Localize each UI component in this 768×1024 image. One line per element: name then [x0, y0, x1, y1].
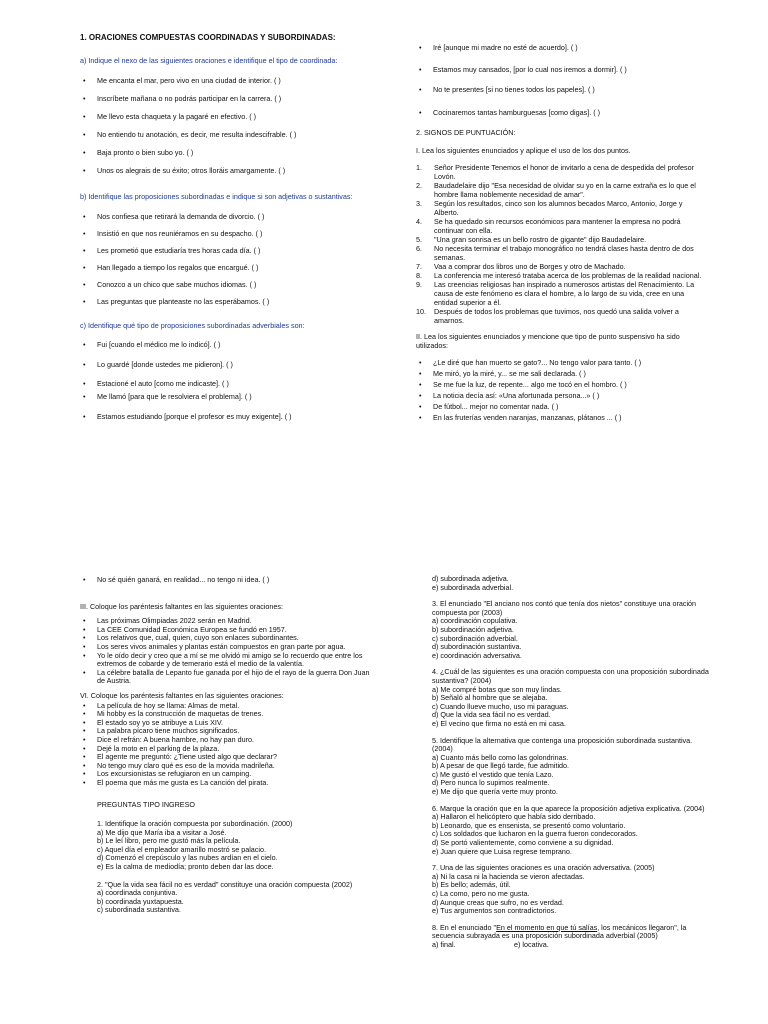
- exercise-b-item: • Han llegado a tiempo los regalos que encargué. ( ): [80, 263, 370, 280]
- exercise-c-item: • Lo guardé [donde ustedes me pidieron]. ( ): [80, 360, 370, 379]
- answer-option: d) subordinación sustantiva.: [432, 642, 522, 652]
- item-number: 1.: [416, 163, 422, 172]
- item-number: 7.: [416, 262, 422, 271]
- answer-option: b) A pesar de que llegó tarde, fue admitido.: [432, 761, 570, 771]
- section-1-title: 1. ORACIONES COMPUESTAS COORDINADAS Y SUBORDINADAS:: [80, 33, 336, 42]
- answer-option: a) Me compré botas que son muy lindas.: [432, 684, 562, 694]
- question-7-stem: 7. Una de las siguientes oraciones es una oración adversativa. (2005): [432, 863, 655, 873]
- question-4: [432, 668, 712, 728]
- answer-option: e) El vecino que firma no está en mi casa.: [432, 718, 566, 728]
- exercise-c-item: • No te presentes [si no tienes todos los papeles]. ( ): [416, 85, 706, 108]
- colon-exercise-item: Según los resultados, cinco son los alumnos becados Marco, Antonio, Jorge y Alberto.: [434, 199, 683, 217]
- question-5: [432, 737, 712, 797]
- exercise-b-item: • Conozco a un chico que sabe muchos idiomas. ( ): [80, 280, 370, 297]
- section-2-title: 2. SIGNOS DE PUNTUACIÓN:: [416, 128, 516, 137]
- answer-option: b) coordinada yuxtapuesta.: [97, 896, 184, 906]
- exercise-b-item: • Insistió en que nos reuniéramos en su despacho. ( ): [80, 229, 370, 246]
- colon-exercise-item: "Una gran sonrisa es un bello rostro de gigante" dijo Baudadelaire.: [434, 235, 647, 244]
- question-7: [432, 864, 712, 916]
- item-number: 8.: [416, 271, 422, 280]
- exercise-c-item: • Me llamó [para que le resolviera el problema]. ( ): [80, 392, 370, 412]
- colon-exercise-item: Señor Presidente Tenemos el honor de invitarlo a cena de despedida del profesor Lovón.: [434, 163, 694, 181]
- answer-option: a) Cuanto más bello como las golondrinas.: [432, 752, 569, 762]
- exercise-b-item: • Las preguntas que planteaste no las esperábamos. ( ): [80, 297, 370, 314]
- exercise-c-item: • Estamos estudiando [porque el profesor es muy exigente]. ( ): [80, 412, 370, 430]
- parenthesis-exercise-item: • La célebre batalla de Lepanto fue ganada por el hijo de el rayo de la guerra Don Juan de Austria.: [80, 669, 370, 686]
- parenthesis-exercise-item: • Los excursionistas se refugiaron en un camping.: [80, 770, 370, 779]
- answer-option: a) coordinación copulativa.: [432, 616, 518, 626]
- item-number: 6.: [416, 244, 422, 253]
- parenthesis-exercise-item: • La palabra pícaro tiene muchos significados.: [80, 727, 370, 736]
- ellipsis-exercise-item: • En las fruterías venden naranjas, manzanas, plátanos ... ( ): [416, 413, 706, 424]
- parenthesis-exercise-item: • El estado soy yo se atribuye a Luis XIV.: [80, 719, 370, 728]
- answer-option: b) Leonardo, que es ensenista, se presentó como voluntario.: [432, 820, 626, 830]
- question-2: [80, 881, 370, 915]
- preguntas-title: PREGUNTAS TIPO INGRESO: [97, 800, 195, 810]
- ellipsis-exercise-item: • ¿Le diré que han muerto se gato?... No tengo valor para tanto. ( ): [416, 358, 706, 369]
- parenthesis-exercise-item: • Dejé la moto en el parking de la plaza.: [80, 745, 370, 754]
- ellipsis-exercise-item: • Me miró, yo la miré, y... se me sali declarada. ( ): [416, 369, 706, 380]
- answer-option: e) subordinada adverbial.: [432, 582, 514, 592]
- exercise-a-item: • Me encanta el mar, pero vivo en una ciudad de interior. ( ): [80, 76, 370, 94]
- answer-option: e) coordinación adversativa.: [432, 650, 522, 660]
- exercise-c-item: • Fui [cuando el médico me lo indicó]. ( ): [80, 340, 370, 360]
- answer-option: e) Es la calma de mediodía; pronto deben dar las doce.: [97, 862, 274, 872]
- part-2-instruction: II. Lea los siguientes enunciados y mencione que tipo de punto suspensivo ha sido utilizados:: [416, 332, 680, 350]
- right-bottom-column: [432, 575, 712, 950]
- answer-option: a) final.: [432, 939, 456, 949]
- parenthesis-exercise-item: • Los seres vivos animales y plantas están compuestos en gran parte por agua.: [80, 643, 370, 652]
- left-top-column: [80, 33, 370, 430]
- subsection-a-header: a) Indique el nexo de las siguientes oraciones e identifique el tipo de coordinada:: [80, 56, 338, 65]
- subsection-c-header: c) Identifique qué tipo de proposiciones subordinadas adverbiales son:: [80, 321, 305, 330]
- answer-option: a) coordinada conjuntiva.: [97, 888, 178, 898]
- colon-exercise-item: Vaa a comprar dos libros uno de Borges y otro de Machado.: [434, 262, 626, 271]
- underlined-sequence: En el momento en que tú salías: [496, 922, 598, 932]
- answer-option: d) subordinada adjetiva.: [432, 574, 509, 583]
- part-4-instruction: VI. Coloque los paréntesis faltantes en las siguientes oraciones:: [80, 690, 284, 700]
- colon-exercise-item: Se ha quedado sin recursos económicos para mantener la empresa no podrá continuar con ella.: [434, 217, 681, 235]
- exercise-c-item: • Iré [aunque mi madre no esté de acuerdo]. ( ): [416, 43, 706, 65]
- parenthesis-exercise-item: • No tengo muy claro qué es eso de la movida madrileña.: [80, 762, 370, 771]
- question-4-stem: 4. ¿Cuál de las siguientes es una oración compuesta con una proposición subordinada sustantiva? (2004): [432, 667, 709, 685]
- parenthesis-exercise-item: • La película de hoy se llama: Almas de metal.: [80, 702, 370, 711]
- question-8-stem-end: , los mecánicos llegaron", la secuencia subrayada es una proposición subordinada adverbial (2005): [432, 922, 687, 941]
- answer-option: a) Hallaron el helicóptero que había sido derribado.: [432, 812, 596, 822]
- question-2-stem: 2. "Que la vida sea fácil no es verdad" constituye una oración compuesta (2002): [97, 879, 353, 889]
- answer-option: e) locativa.: [514, 939, 549, 949]
- question-3-stem: 3. El enunciado "El anciano nos contó que tenía dos nietos" constituye una oración compuesta por (2003): [432, 599, 697, 617]
- question-5-stem: 5. Identifique la alternativa que contenga una proposición subordinada sustantiva. (2004): [432, 735, 693, 754]
- exercise-b-item: • Nos confiesa que retirará la demanda de divorcio. ( ): [80, 212, 370, 229]
- exercise-c-item: • Estamos muy cansados, [por lo cual nos iremos a dormir]. ( ): [416, 65, 706, 85]
- ellipsis-exercise-item: • No sé quién ganará, en realidad... no tengo ni idea. ( ): [80, 576, 370, 585]
- item-number: 10.: [416, 307, 426, 316]
- answer-option: a) Ni la casa ni la hacienda se vieron afectadas.: [432, 871, 585, 881]
- parenthesis-exercise-item: • Mi hobby es la construcción de maquetas de trenes.: [80, 710, 370, 719]
- answer-option: a) Me dijo que María iba a visitar a José.: [97, 827, 227, 837]
- question-8: [432, 924, 712, 950]
- answer-option: e) Me dijo que quería verte muy pronto.: [432, 787, 558, 797]
- parenthesis-exercise-item: • Dice el refrán: A buena hambre, no hay pan duro.: [80, 736, 370, 745]
- answer-row: [432, 941, 712, 950]
- answer-option: d) Pero nunca lo supimos realmente.: [432, 778, 550, 788]
- exercise-b-item: • Les prometió que estudiaría tres horas cada día. ( ): [80, 246, 370, 263]
- parenthesis-exercise-item: • El poema que más me gusta es La canción del pirata.: [80, 779, 370, 788]
- answer-option: e) Tus argumentos son contradictorios.: [432, 906, 557, 916]
- parenthesis-exercise-item: • Los relativos que, cual, quien, cuyo son enlaces subordinantes.: [80, 634, 370, 643]
- item-number: 5.: [416, 235, 422, 244]
- answer-option: e) Juan quiere que Luisa regrese temprano.: [432, 846, 572, 856]
- question-6-stem: 6. Marque la oración que en la que aparece la proposición adjetiva explicativa. (2004): [432, 803, 705, 813]
- question-6: [432, 805, 712, 857]
- colon-exercise-item: La conferencia me interesó trataba acerca de los problemas de la realidad nacional.: [434, 271, 702, 280]
- answer-option: d) Que la vida sea fácil no es verdad.: [432, 710, 551, 720]
- answer-option: d) Se portó valientemente, como conviene a su dignidad.: [432, 838, 614, 848]
- left-bottom-column: [80, 576, 370, 915]
- question-8-stem: [432, 924, 712, 941]
- part-1-instruction: I. Lea los siguientes enunciados y aplique el uso de los dos puntos.: [416, 146, 631, 155]
- answer-option: c) La como, pero no me gusta.: [432, 889, 530, 898]
- parenthesis-exercise-item: • El agente me preguntó: ¿Tiene usted algo que declarar?: [80, 753, 370, 762]
- item-number: 9.: [416, 280, 422, 289]
- colon-exercise-item: Baudadelaire dijo "Esa necesidad de olvidar su yo en la carne extraña es lo que el hombre llama noblemente necesidad de amar".: [434, 181, 696, 199]
- parenthesis-exercise-item: • Las próximas Olimpiadas 2022 serán en Madrid.: [80, 617, 370, 626]
- exercise-c-item: • Estacioné el auto [como me indicaste]. ( ): [80, 379, 370, 392]
- question-1-stem: 1. Identifique la oración compuesta por subordinación. (2000): [97, 819, 293, 829]
- question-8-stem-start: 8. En el enunciado ": [432, 922, 497, 932]
- parenthesis-exercise-item: • Yo le oído decir y creo que a mí se me olvidó mi amigo se lo recuerdo que entre los extremos de cobarde y de temerario está el medio de la valentía.: [80, 652, 370, 669]
- answer-option: c) subordinada sustantiva.: [97, 905, 181, 915]
- item-number: 4.: [416, 217, 422, 226]
- question-3: [432, 600, 712, 660]
- answer-option: b) Es bello; además, útil.: [432, 880, 511, 890]
- answer-option: c) Me gustó el vestido que tenía Lazo.: [432, 769, 554, 779]
- item-number: 2.: [416, 181, 422, 190]
- colon-exercise-item: Las creencias religiosas han inspirado a numerosos artistas del Renacimiento. La causa de este fenómeno es clara el hombre, a lo largo de su vida, cree en una entidad superior a él.: [434, 280, 695, 307]
- parenthesis-exercise-item: • La CEE Comunidad Económica Europea se fundó en 1957.: [80, 626, 370, 635]
- answer-option: d) Comenzó el crepúsculo y las nubes ardían en el cielo.: [97, 853, 278, 863]
- ellipsis-exercise-item: • De fútbol... mejor no comentar nada. ( ): [416, 402, 706, 413]
- answer-option: c) Los soldados que lucharon en la guerra fueron condecorados.: [432, 829, 638, 839]
- question-1: [80, 820, 370, 872]
- exercise-a-item: • Baja pronto o bien subo yo. ( ): [80, 148, 370, 166]
- answer-option: c) Cuando llueve mucho, uso mi paraguas.: [432, 701, 569, 711]
- part-3-instruction: III. Coloque los paréntesis faltantes en las siguientes oraciones:: [80, 601, 283, 611]
- answer-option: b) subordinación adjetiva.: [432, 624, 514, 634]
- ellipsis-exercise-item: • Se me fue la luz, de repente... algo me tocó en el hombro. ( ): [416, 380, 706, 391]
- exercise-a-item: • Me llevo esta chaqueta y la pagaré en efectivo. ( ): [80, 112, 370, 130]
- exercise-a-item: • Inscríbete mañana o no podrás participar en la carrera. ( ): [80, 94, 370, 112]
- exercise-a-item: • Unos os alegrais de su éxito; otros lloráis amargamente. ( ): [80, 166, 370, 184]
- subsection-b-header: b) Identifique las proposiciones subordinadas e indique si son adjetivas o sustantivas:: [80, 192, 353, 201]
- colon-exercise-item: Después de todos los problemas que tuvimos, nos quedó una salida volver a amarnos.: [434, 307, 679, 325]
- item-number: 3.: [416, 199, 422, 208]
- answer-option: b) Señaló al hombre que se alejaba.: [432, 693, 548, 703]
- exercise-a-item: • No entiendo tu anotación, es decir, me resulta indescifrable. ( ): [80, 130, 370, 148]
- ellipsis-exercise-item: • La noticia decía así: «Una afortunada persona...» ( ): [416, 391, 706, 402]
- question-2-continued: [432, 575, 712, 592]
- answer-option: c) subordinación adverbial.: [432, 633, 518, 643]
- answer-option: d) Aunque creas que sufro, no es verdad.: [432, 897, 564, 907]
- answer-option: b) Le leí libro, pero me gustó más la película.: [97, 836, 241, 846]
- answer-option: c) Aquel día el empleador amarillo mostró se palacio.: [97, 844, 266, 854]
- colon-exercise-item: No necesita terminar el trabajo monográfico no tendrá clases hasta dentro de dos semanas.: [434, 244, 694, 262]
- right-top-column: [416, 43, 706, 424]
- exercise-c-item: • Cocinaremos tantas hamburguesas [como digas]. ( ): [416, 108, 706, 128]
